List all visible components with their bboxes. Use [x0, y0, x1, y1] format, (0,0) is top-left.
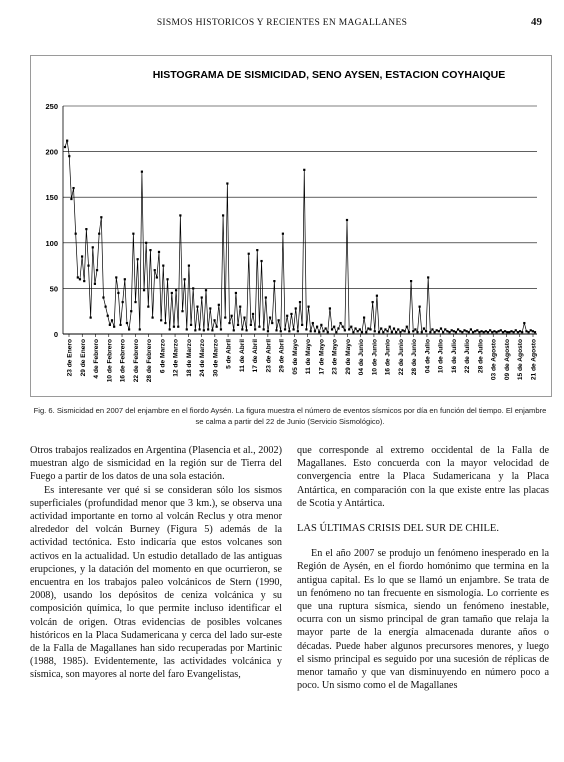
- x-tick-label: 22 de Junio: [397, 339, 405, 376]
- data-point: [258, 326, 260, 328]
- data-point: [318, 331, 320, 333]
- data-point: [220, 328, 222, 330]
- data-point: [102, 296, 104, 298]
- running-title: SISMOS HISTORICOS Y RECIENTES EN MAGALLANES: [156, 18, 408, 28]
- data-point: [404, 330, 406, 332]
- data-point: [333, 326, 335, 328]
- data-point: [363, 316, 365, 318]
- data-point: [442, 331, 444, 333]
- data-point: [90, 316, 92, 318]
- data-point: [470, 328, 472, 330]
- data-point: [81, 255, 83, 257]
- data-point: [109, 324, 111, 326]
- data-point: [164, 322, 166, 324]
- data-point: [288, 330, 290, 332]
- data-point: [510, 330, 512, 332]
- figure-caption: Fig. 6. Sismicidad en 2007 del enjambre en el fiordo Aysén. La figura muestra el número de eventos sísmicos por día en función del tiempo. El enjambre se calma a partir del 22 de Junio (Servicio Sismológico).: [33, 406, 547, 426]
- data-point: [113, 326, 115, 328]
- data-point: [303, 169, 305, 171]
- data-point: [211, 329, 213, 331]
- data-point: [156, 276, 158, 278]
- left-column: [30, 444, 282, 682]
- data-point: [275, 329, 277, 331]
- data-point: [77, 276, 79, 278]
- data-point: [299, 301, 301, 303]
- data-point: [122, 301, 124, 303]
- data-point: [260, 260, 262, 262]
- data-point: [310, 330, 312, 332]
- data-point: [384, 328, 386, 330]
- x-tick-label: 03 de Agosto: [490, 339, 498, 381]
- data-point: [265, 296, 267, 298]
- data-point: [401, 329, 403, 331]
- data-point: [329, 307, 331, 309]
- data-point: [393, 327, 395, 329]
- x-tick-label: 22 de Febrero: [132, 339, 140, 383]
- data-point: [416, 331, 418, 333]
- data-point: [72, 187, 74, 189]
- data-point: [433, 331, 435, 333]
- data-point: [519, 330, 521, 332]
- data-point: [431, 328, 433, 330]
- data-point: [489, 329, 491, 331]
- data-point: [406, 326, 408, 328]
- data-point: [389, 326, 391, 328]
- data-point: [446, 330, 448, 332]
- data-point: [286, 315, 288, 317]
- data-point: [85, 228, 87, 230]
- y-tick-label: 200: [45, 147, 58, 157]
- data-point: [354, 327, 356, 329]
- data-point: [425, 330, 427, 332]
- data-point: [327, 331, 329, 333]
- data-point: [307, 306, 309, 308]
- data-point: [241, 328, 243, 330]
- x-tick-label: 23 de Enero: [66, 339, 74, 377]
- data-point: [83, 280, 85, 282]
- data-point: [508, 331, 510, 333]
- paragraph: Otros trabajos realizados en Argentina (Plasencia et al., 2002) muestran algo de sismicidad en la región sur de Tierra del Fuego a partir de los datos de una sola estación.: [30, 445, 282, 483]
- data-point: [111, 319, 113, 321]
- data-point: [474, 330, 476, 332]
- data-point: [339, 322, 341, 324]
- x-tick-label: 04 de Julio: [424, 339, 432, 374]
- x-tick-label: 29 de Mayo: [344, 339, 352, 375]
- data-point: [256, 249, 258, 251]
- data-point: [515, 329, 517, 331]
- data-point: [126, 322, 128, 324]
- data-point: [70, 198, 72, 200]
- section-heading: LAS ÚLTIMAS CRISIS DEL SUR DE CHILE.: [297, 523, 499, 535]
- x-tick-label: 16 de Junio: [384, 339, 392, 376]
- data-point: [468, 331, 470, 333]
- data-point: [480, 330, 482, 332]
- data-point: [158, 251, 160, 253]
- data-point: [273, 280, 275, 282]
- x-tick-label: 21 de Agosto: [530, 339, 538, 381]
- data-point: [378, 331, 380, 333]
- data-point: [331, 328, 333, 330]
- series-line: [65, 141, 535, 333]
- x-tick-label: 12 de Marzo: [172, 339, 180, 377]
- data-point: [132, 233, 134, 235]
- y-tick-label: 50: [49, 284, 58, 294]
- data-point: [68, 155, 70, 157]
- data-point: [463, 329, 465, 331]
- data-point: [254, 328, 256, 330]
- data-point: [461, 331, 463, 333]
- data-point: [290, 313, 292, 315]
- data-point: [395, 331, 397, 333]
- data-point: [325, 327, 327, 329]
- x-tick-label: 11 de Abril: [238, 339, 246, 373]
- data-point: [107, 315, 109, 317]
- data-point: [444, 328, 446, 330]
- data-point: [414, 328, 416, 330]
- data-point: [160, 319, 162, 321]
- data-point: [79, 278, 81, 280]
- data-point: [391, 331, 393, 333]
- data-point: [130, 310, 132, 312]
- data-point: [205, 289, 207, 291]
- data-point: [453, 330, 455, 332]
- data-point: [224, 316, 226, 318]
- data-point: [66, 140, 68, 142]
- x-tick-label: 16 de Febrero: [119, 339, 127, 383]
- data-point: [316, 326, 318, 328]
- data-point: [500, 329, 502, 331]
- data-point: [190, 324, 192, 326]
- data-point: [194, 329, 196, 331]
- x-tick-label: 10 de Julio: [437, 339, 445, 374]
- data-point: [459, 330, 461, 332]
- data-point: [455, 331, 457, 333]
- data-point: [267, 330, 269, 332]
- data-point: [231, 315, 233, 317]
- paragraph: Es interesante ver qué si se consideran sólo los sismos superficiales (profundidad menor que 3 km.), se observa una actividad importante en torno al volcán Reclus y otra menor alrededor del volcán Burney (Figura 5) además de la actividad tectónica. Esto indicaría que estos volcanes son activos en la actualidad. Un estudio detallado de las antiguas erupciones, y la datación del momento en que ocurrieron, se encuentra en los trabajos paleo volcánicos de Stern (1990, 2008), usando los depósitos de ceniza volcánica y su composición química, lo que permite incluso identificar el volcán de origen. Otras evidencias de posibles volcanes históricos en la Placa Sudamericana y cerca del lado sur-este de la Falla de Magallanes han sido recuperadas por Martinic (1988, 1985). Evidentemente, las actividades volcánica y sísmica, son mayores al norte del faro Evangelistas,: [30, 484, 282, 681]
- data-point: [399, 331, 401, 333]
- data-point: [527, 331, 529, 333]
- x-tick-label: 22 de Julio: [464, 339, 472, 374]
- data-point: [357, 330, 359, 332]
- data-point: [530, 329, 532, 331]
- data-point: [335, 331, 337, 333]
- data-point: [423, 327, 425, 329]
- data-point: [532, 330, 534, 332]
- data-point: [134, 301, 136, 303]
- data-point: [374, 330, 376, 332]
- data-point: [361, 331, 363, 333]
- data-point: [196, 306, 198, 308]
- x-tick-label: 05 de Mayo: [291, 339, 299, 375]
- x-tick-label: 6 de Marzo: [159, 339, 167, 374]
- data-point: [250, 324, 252, 326]
- data-point: [476, 329, 478, 331]
- data-point: [100, 216, 102, 218]
- data-point: [297, 330, 299, 332]
- data-point: [147, 306, 149, 308]
- data-point: [145, 242, 147, 244]
- x-tick-label: 16 de Julio: [450, 339, 458, 374]
- data-point: [92, 246, 94, 248]
- x-tick-label: 23 de Abril: [265, 339, 273, 373]
- y-axis: [45, 102, 63, 339]
- data-point: [352, 331, 354, 333]
- data-point: [162, 265, 164, 267]
- data-point: [483, 331, 485, 333]
- data-point: [523, 322, 525, 324]
- data-point: [517, 331, 519, 333]
- data-point: [504, 330, 506, 332]
- data-point: [64, 146, 66, 148]
- data-point: [369, 328, 371, 330]
- data-point: [282, 233, 284, 235]
- data-point: [94, 283, 96, 285]
- data-point: [451, 329, 453, 331]
- x-tick-label: 23 de Mayo: [331, 339, 339, 375]
- data-point: [295, 307, 297, 309]
- data-point: [359, 328, 361, 330]
- data-point: [96, 269, 98, 271]
- data-point: [380, 327, 382, 329]
- data-point: [314, 330, 316, 332]
- data-point: [173, 326, 175, 328]
- seismicity-histogram-chart: [31, 56, 551, 396]
- chart-title: HISTOGRAMA DE SISMICIDAD, SENO AYSEN, ESTACION COYHAIQUE: [152, 69, 506, 81]
- data-point: [203, 329, 205, 331]
- data-point: [350, 326, 352, 328]
- x-tick-label: 29 de Enero: [79, 339, 87, 377]
- y-tick-label: 250: [45, 102, 58, 111]
- data-point: [245, 329, 247, 331]
- data-point: [216, 326, 218, 328]
- data-point: [372, 301, 374, 303]
- data-point: [376, 295, 378, 297]
- series-layer: [64, 140, 536, 334]
- data-point: [320, 324, 322, 326]
- data-point: [104, 306, 106, 308]
- data-point: [87, 265, 89, 267]
- data-point: [213, 319, 215, 321]
- data-point: [397, 328, 399, 330]
- page-number: 49: [531, 16, 542, 28]
- data-point: [218, 304, 220, 306]
- data-point: [457, 328, 459, 330]
- data-point: [188, 265, 190, 267]
- data-point: [513, 331, 515, 333]
- data-point: [115, 276, 117, 278]
- data-point: [412, 330, 414, 332]
- data-point: [472, 331, 474, 333]
- data-point: [427, 276, 429, 278]
- data-point: [177, 326, 179, 328]
- data-point: [141, 171, 143, 173]
- right-column: [297, 444, 549, 692]
- x-tick-label: 30 de Marzo: [212, 339, 220, 377]
- data-point: [344, 329, 346, 331]
- data-point: [534, 331, 536, 333]
- data-point: [243, 316, 245, 318]
- x-tick-label: 28 de Junio: [411, 339, 419, 376]
- x-tick-label: 5 de Abril: [225, 339, 233, 369]
- data-point: [419, 306, 421, 308]
- data-point: [337, 327, 339, 329]
- data-point: [192, 287, 194, 289]
- data-point: [171, 292, 173, 294]
- data-point: [525, 330, 527, 332]
- data-point: [301, 324, 303, 326]
- data-point: [228, 322, 230, 324]
- data-point: [284, 328, 286, 330]
- data-point: [184, 278, 186, 280]
- data-point: [151, 316, 153, 318]
- data-point: [166, 278, 168, 280]
- data-point: [201, 296, 203, 298]
- data-point: [521, 331, 523, 333]
- data-point: [346, 219, 348, 221]
- data-point: [117, 292, 119, 294]
- data-point: [408, 331, 410, 333]
- x-tick-label: 29 de Abril: [278, 339, 286, 373]
- x-tick-label: 24 de Marzo: [199, 339, 207, 377]
- data-point: [421, 331, 423, 333]
- data-point: [169, 328, 171, 330]
- x-tick-label: 18 de Marzo: [185, 339, 193, 377]
- data-point: [438, 330, 440, 332]
- data-point: [233, 329, 235, 331]
- data-point: [436, 329, 438, 331]
- data-point: [209, 307, 211, 309]
- data-point: [478, 331, 480, 333]
- paragraph: que corresponde al extremo occidental de la Falla de Magallanes. Esto concuerda con la mayor velocidad de convergencia entre la Placa Sudamericana y la Placa Antártica, en comparación con la que existe entre las placas de Scotia y Antártica.: [297, 445, 549, 509]
- data-point: [312, 322, 314, 324]
- data-point: [365, 331, 367, 333]
- data-point: [506, 331, 508, 333]
- data-point: [139, 328, 141, 330]
- data-point: [222, 214, 224, 216]
- data-point: [207, 328, 209, 330]
- data-point: [440, 327, 442, 329]
- data-point: [137, 258, 139, 260]
- data-point: [269, 316, 271, 318]
- y-tick-label: 100: [45, 238, 58, 248]
- x-tick-label: 28 de Febrero: [146, 339, 154, 383]
- x-tick-label: 28 de Julio: [477, 339, 485, 374]
- data-point: [226, 182, 228, 184]
- x-tick-label: 15 de Agosto: [517, 339, 525, 381]
- x-axis: [67, 334, 538, 382]
- data-point: [487, 331, 489, 333]
- data-point: [252, 313, 254, 315]
- chart-gridlines: [63, 106, 537, 334]
- data-point: [75, 233, 77, 235]
- data-point: [128, 328, 130, 330]
- data-point: [248, 253, 250, 255]
- data-point: [386, 330, 388, 332]
- figure-frame: [30, 55, 552, 397]
- data-point: [410, 280, 412, 282]
- data-point: [271, 322, 273, 324]
- data-point: [149, 249, 151, 251]
- x-tick-label: 10 de Junio: [371, 339, 379, 376]
- data-point: [466, 330, 468, 332]
- data-point: [429, 331, 431, 333]
- x-tick-label: 11 de Mayo: [305, 339, 313, 375]
- x-tick-label: 4 de Febrero: [93, 339, 101, 379]
- data-point: [348, 328, 350, 330]
- y-tick-label: 150: [45, 193, 58, 203]
- data-point: [448, 331, 450, 333]
- data-point: [278, 319, 280, 321]
- data-point: [342, 326, 344, 328]
- x-tick-label: 17 de Mayo: [318, 339, 326, 375]
- x-tick-label: 10 de Febrero: [106, 339, 114, 383]
- data-point: [179, 214, 181, 216]
- data-point: [322, 330, 324, 332]
- x-tick-label: 17 de Abril: [252, 339, 260, 373]
- data-point: [367, 327, 369, 329]
- y-tick-label: 0: [53, 330, 58, 339]
- data-point: [186, 328, 188, 330]
- data-point: [175, 289, 177, 291]
- x-tick-label: 04 de Junio: [358, 339, 366, 376]
- data-point: [98, 233, 100, 235]
- data-point: [305, 328, 307, 330]
- data-point: [143, 289, 145, 291]
- data-point: [280, 330, 282, 332]
- data-point: [498, 330, 500, 332]
- data-point: [235, 292, 237, 294]
- data-point: [198, 328, 200, 330]
- data-point: [493, 330, 495, 332]
- data-point: [237, 324, 239, 326]
- data-point: [502, 331, 504, 333]
- data-point: [263, 328, 265, 330]
- paragraph: En el año 2007 se produjo un fenómeno inesperado en la Región de Aysén, en el fiordo homónimo que termina en la antigua capital. Es lo que se llamó un enjambre. Se trata de un fenómeno no tan frecuente en sismología. Lo corriente es que una ruptura sísmica, siendo un fenómeno inestable, ocurra con un sismo principal de gran tamaño que relaja la mayor parte de la energía almacenada durante años o décadas. Puede haber algunos precursores menores, y luego el sismo principal es seguido por una sucesión de réplicas de menor tamaño y que van disminuyendo en número poco a poco. Un sismo como el de Magallanes: [297, 548, 549, 692]
- data-point: [382, 331, 384, 333]
- x-tick-label: 09 de Agosto: [503, 339, 511, 381]
- data-point: [239, 306, 241, 308]
- data-point: [181, 310, 183, 312]
- data-point: [119, 324, 121, 326]
- data-point: [292, 328, 294, 330]
- data-point: [485, 330, 487, 332]
- data-point: [495, 331, 497, 333]
- data-point: [124, 278, 126, 280]
- data-point: [491, 331, 493, 333]
- data-point: [154, 269, 156, 271]
